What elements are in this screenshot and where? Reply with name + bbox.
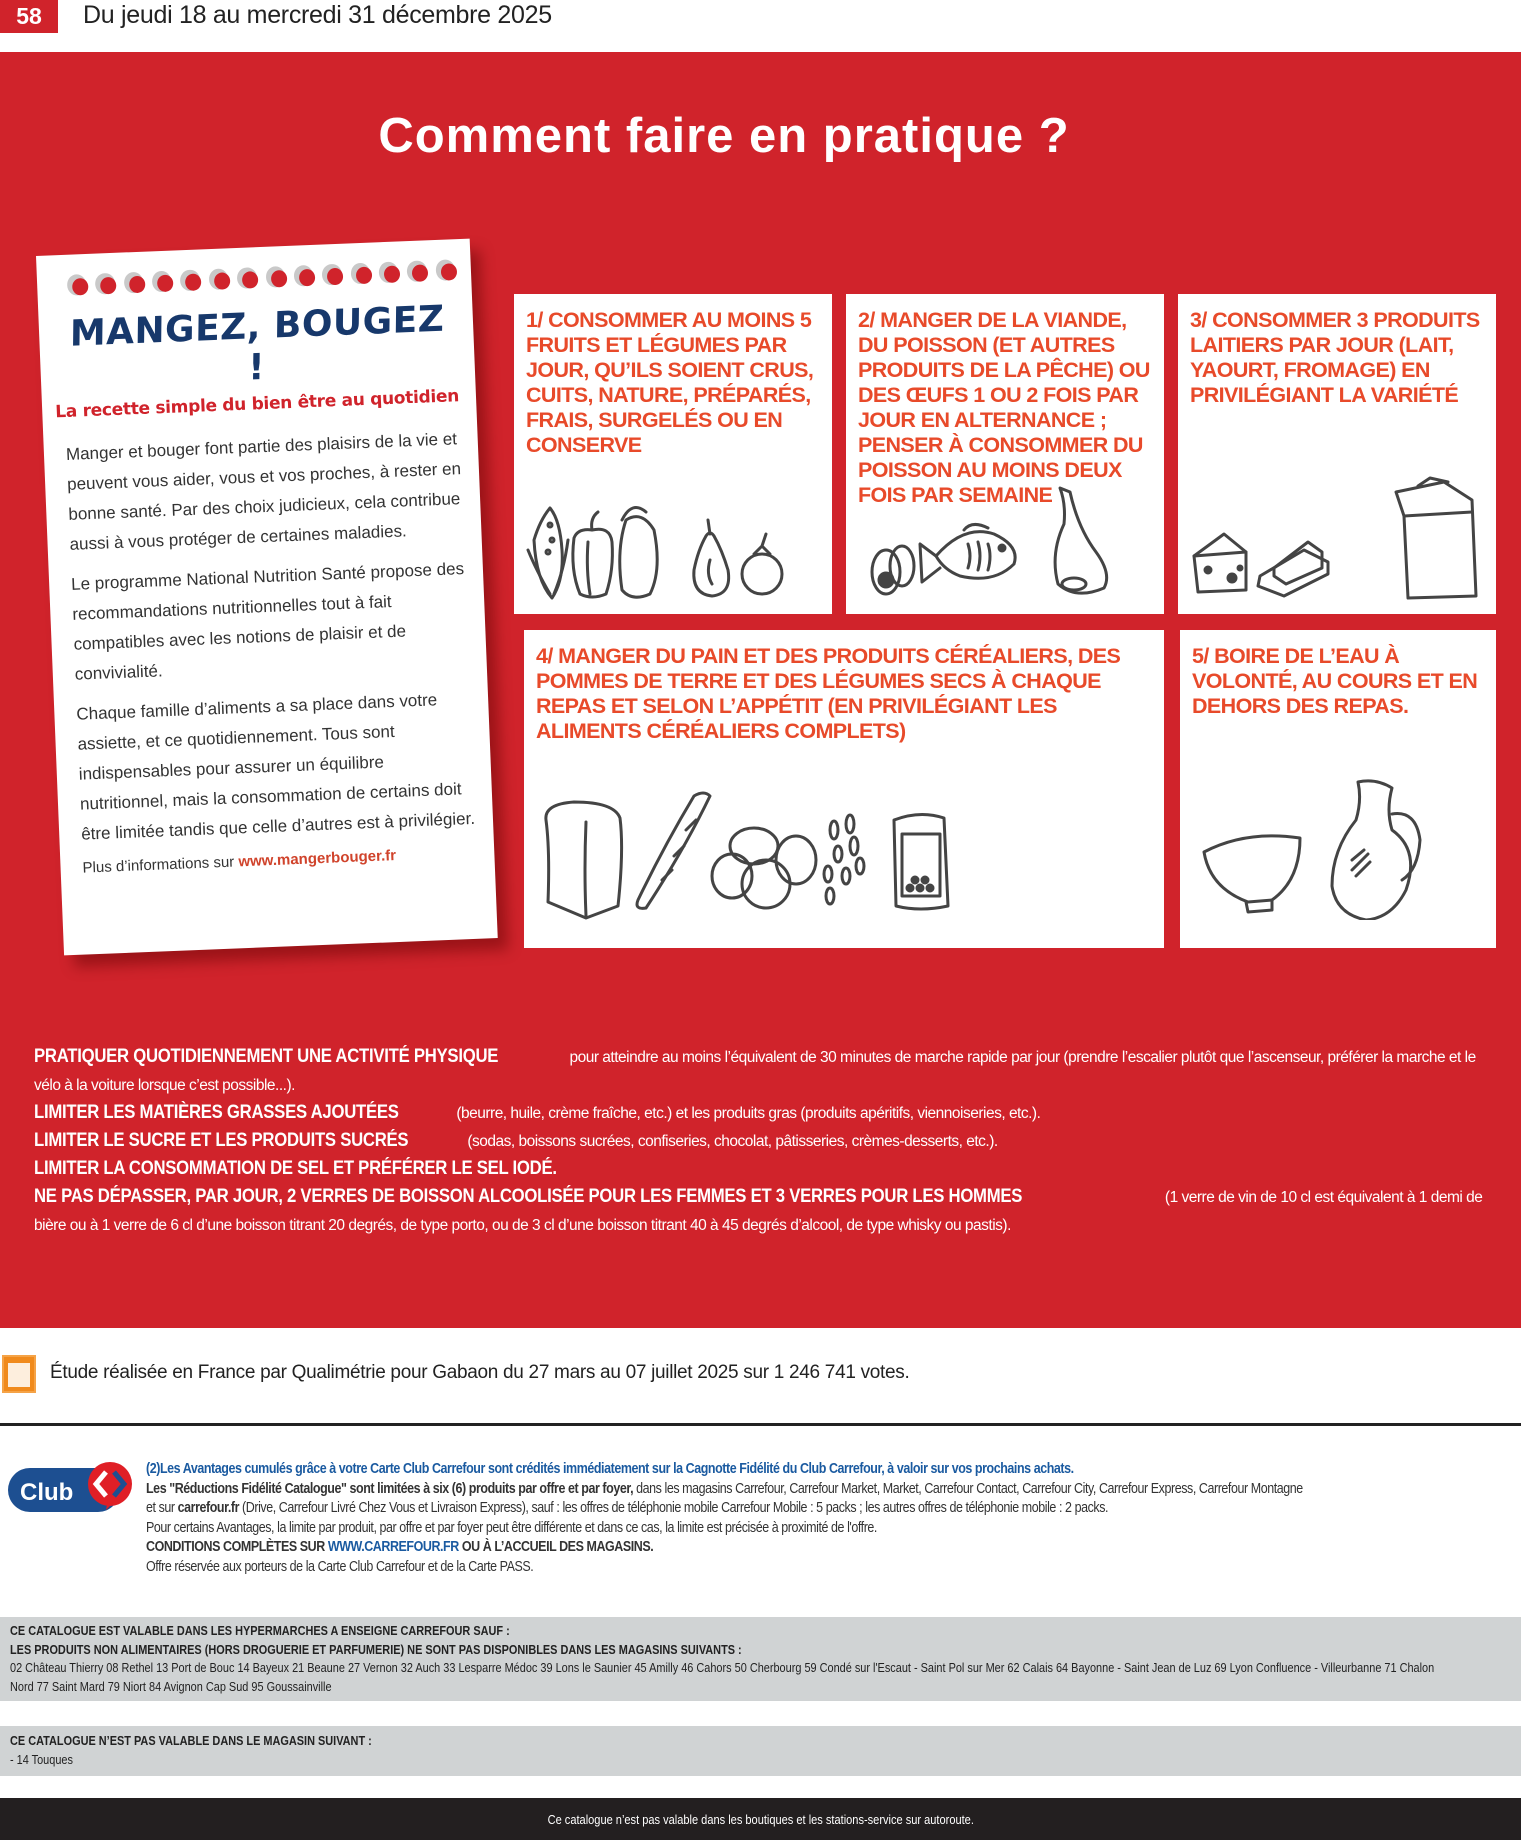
excluded-store: - 14 Touques xyxy=(10,1751,73,1767)
club-carrefour-logo xyxy=(6,1460,138,1516)
ring-icon xyxy=(265,266,285,288)
recommendation-title: LIMITER LE SUCRE ET LES PRODUITS SUCRÉS xyxy=(34,1130,409,1151)
tip-text: 5/ BOIRE DE L’EAU À VOLONTÉ, AU COURS ET EN DEHORS DES REPAS. xyxy=(1192,644,1478,718)
club-line: CONDITIONS COMPLÈTES SUR WWW.CARREFOUR.FR OU À L’ACCUEIL DES MAGASINS. xyxy=(146,1539,654,1555)
ring-icon xyxy=(67,274,87,296)
fruits-vegetables-illustration xyxy=(522,490,826,602)
excluded-store-box xyxy=(0,1726,1521,1776)
validity-heading: LES PRODUITS NON ALIMENTAIRES (HORS DROGUERIE ET PARFUMERIE) NE SONT PAS DISPONIBLES DANS LES MAGASINS SUIVANTS : xyxy=(10,1641,742,1657)
recommendation-title: LIMITER LES MATIÈRES GRASSES AJOUTÉES xyxy=(34,1102,399,1123)
tip-text: 2/ MANGER DE LA VIANDE, DU POISSON (ET AUTRES PRODUITS DE LA PÊCHE) OU DES ŒUFS 1 OU 2 FOIS PAR JOUR EN ALTERNANCE ; PENSER À CONSOMMER DU POISSON AU MOINS DEUX FOIS PAR SEMAINE xyxy=(858,308,1150,507)
page-number: 58 xyxy=(0,0,58,33)
ring-icon xyxy=(237,267,257,289)
club-line: Offre réservée aux porteurs de la Carte Club Carrefour et de la Carte PASS. xyxy=(146,1558,534,1575)
ring-icon xyxy=(378,261,398,283)
ring-icon xyxy=(407,260,427,282)
validity-heading: CE CATALOGUE EST VALABLE DANS LES HYPERMARCHES A ENSEIGNE CARREFOUR SAUF : xyxy=(10,1623,510,1638)
can-icon xyxy=(894,814,948,909)
club-line: et sur carrefour.fr (Drive, Carrefour Livré Chez Vous et Livraison Express), sauf : les offres de téléphonie mobile Carrefour Mobile : 5 packs ; les autres offres de téléphonie mobile : 2 packs. xyxy=(146,1500,1109,1516)
recommendation-title: PRATIQUER QUOTIDIENNEMENT UNE ACTIVITÉ PHYSIQUE xyxy=(34,1046,499,1067)
ring-icon xyxy=(350,263,370,285)
meat-fish-eggs-illustration xyxy=(864,484,1164,604)
footer-text: Ce catalogue n’est pas valable dans les boutiques et les stations-service sur autoroute. xyxy=(547,1811,974,1827)
milk-carton-icon xyxy=(1396,478,1476,598)
store-list: Nord 77 Saint Mard 79 Niort 84 Avignon Cap Sud 95 Goussainville xyxy=(10,1678,332,1694)
club-line: (2)Les Avantages cumulés grâce à votre Carte Club Carrefour sont crédités immédiatement sur la Cagnotte Fidélité du Club Carrefour, à valoir sur vos prochains achats. xyxy=(146,1461,1074,1477)
divider xyxy=(0,1423,1521,1426)
fish-icon xyxy=(920,524,1015,582)
carrefour-link[interactable]: carrefour.fr xyxy=(177,1500,240,1516)
study-badge-icon xyxy=(2,1355,36,1393)
note-body xyxy=(65,424,477,850)
bowl-icon xyxy=(1204,836,1300,912)
ring-icon xyxy=(152,271,172,293)
eggplant-icon xyxy=(620,508,657,598)
ring-icon xyxy=(180,269,200,291)
ring-icon xyxy=(322,264,342,286)
pear-icon xyxy=(694,520,729,596)
recommendation-title: NE PAS DÉPASSER, PAR JOUR, 2 VERRES DE BOISSON ALCOOLISÉE POUR LES FEMMES ET 3 VERRES POUR LES HOMMES xyxy=(34,1186,1023,1207)
ring-icon xyxy=(208,268,228,290)
recommendation-detail: (sodas, boissons sucrées, confiseries, chocolat, pâtisseries, crèmes-desserts, etc.). xyxy=(467,1133,998,1150)
recommendation-title: LIMITER LA CONSOMMATION DE SEL ET PRÉFÉRER LE SEL IODÉ. xyxy=(34,1158,557,1179)
note-paragraph: Le programme National Nutrition Santé propose des recommandations nutritionnelles tout à fait compatibles avec les notions de plaisir et de convivialité. xyxy=(70,559,465,684)
pepper-icon xyxy=(573,512,613,597)
carrefour-site-link[interactable]: WWW.CARREFOUR.FR xyxy=(327,1539,459,1555)
water-illustration xyxy=(1196,770,1486,920)
excluded-heading: CE CATALOGUE N’EST PAS VALABLE DANS LE MAGASIN SUIVANT : xyxy=(10,1733,372,1748)
mangerbouger-link[interactable]: www.mangerbouger.fr xyxy=(238,847,397,871)
recommendation-item xyxy=(34,1156,1494,1184)
tip-text: 4/ MANGER DU PAIN ET DES PRODUITS CÉRÉALIERS, DES POMMES DE TERRE ET DES LÉGUMES SECS À CHAQUE REPAS ET SELON L’APPÉTIT (EN PRIVILÉGIANT LES ALIMENTS CÉRÉALIERS COMPLETS) xyxy=(536,644,1121,743)
bread-cereals-illustration xyxy=(534,790,1154,920)
bread-loaf-icon xyxy=(546,802,622,918)
corn-icon xyxy=(528,508,568,598)
recommendation-item xyxy=(34,1100,1494,1128)
recommendation-detail: (1 verre de vin de 10 cl est équivalent à 1 demi de bière ou à 1 verre de 6 cl d’une boisson titrant 20 degrés, de type porto, ou de 3 cl d’une boisson titrant 40 à 45 degrés d’alcool, de type whisky ou pastis). xyxy=(34,1189,1483,1234)
tip-text: 1/ CONSOMMER AU MOINS 5 FRUITS ET LÉGUMES PAR JOUR, QU’ILS SOIENT CRUS, CUITS, NATURE, PRÉPARÉS, FRAIS, SURGELÉS OU EN CONSERVE xyxy=(526,308,814,457)
footer-bar xyxy=(0,1798,1521,1840)
jug-icon xyxy=(1332,781,1420,920)
more-info xyxy=(82,844,478,877)
store-list: 02 Château Thierry 08 Rethel 13 Port de Bouc 14 Bayeux 21 Beaune 27 Vernon 32 Auch 33 Lesparre Médoc 39 Lons le Saunier 45 Amilly 46 Cahors 50 Cherbourg 59 Condé sur l'Escaut - Saint Pol sur Mer 62 Calais 64 Bayonne - Saint Jean de Luz 69 Lyon Confluence - Villeurbanne 71 Chalon xyxy=(10,1660,1435,1675)
recommendation-item xyxy=(34,1044,1494,1100)
recommendation-item xyxy=(34,1128,1494,1156)
ring-icon xyxy=(435,259,455,281)
note-title: MANGEZ, BOUGEZ ! xyxy=(69,298,445,389)
ring-icon xyxy=(95,273,115,295)
beans-icon xyxy=(824,815,864,904)
main-title: Comment faire en pratique ? xyxy=(378,109,1070,163)
date-range: Du jeudi 18 au mercredi 31 décembre 2025 xyxy=(83,1,552,29)
butter-icon xyxy=(1258,542,1328,596)
egg-icon xyxy=(872,546,914,594)
recommendation-detail: pour atteindre au moins l’équivalent de 30 minutes de marche rapide par jour (prendre l’escalier plutôt que l’ascenseur, préférer la marche et le vélo à la voiture lorsque c’est possible...). xyxy=(34,1049,1476,1094)
note-paragraph: Chaque famille d’aliments a sa place dans votre assiette, et ce quotidiennement. Tous sont indispensables pour assurer un équilibre nutritionnel, mais la consommation de certains doit être limitée tandis que celle d’autres est à privilégier. xyxy=(76,690,476,844)
baguette-icon xyxy=(637,793,710,908)
dairy-illustration xyxy=(1186,472,1496,604)
note-card xyxy=(36,239,498,956)
ring-icon xyxy=(123,272,143,294)
note-subtitle: La recette simple du bien être au quotidien xyxy=(54,386,460,423)
tomato-icon xyxy=(742,534,782,594)
club-conditions xyxy=(146,1460,1521,1577)
ham-icon xyxy=(1055,488,1107,593)
validity-box xyxy=(0,1617,1521,1701)
club-line: Pour certains Avantages, la limite par produit, par offre et par foyer peut être différente et dans ce cas, la limite est précisée à proximité de l'offre. xyxy=(146,1519,877,1536)
svg-text:Club: Club xyxy=(20,1479,74,1506)
club-line: Les "Réductions Fidélité Catalogue" sont limitées à six (6) produits par offre et par foyer, dans les magasins Carrefour, Carrefour Market, Market, Carrefour Contact, Carrefour City, Carrefour Express, Carrefour Montagne xyxy=(146,1480,1303,1497)
spiral-rings xyxy=(67,259,456,296)
tip-text: 3/ CONSOMMER 3 PRODUITS LAITIERS PAR JOUR (LAIT, YAOURT, FROMAGE) EN PRIVILÉGIANT LA VARIÉTÉ xyxy=(1190,308,1480,407)
recommendations xyxy=(34,1044,1494,1240)
recommendation-detail: (beurre, huile, crème fraîche, etc.) et les produits gras (produits apéritifs, viennoiseries, etc.). xyxy=(456,1105,1041,1122)
study-text: Étude réalisée en France par Qualimétrie pour Gabaon du 27 mars au 07 juillet 2025 sur 1 246 741 votes. xyxy=(50,1362,910,1383)
cheese-icon xyxy=(1194,534,1246,592)
more-info-label: Plus d’informations sur xyxy=(82,853,239,877)
recommendation-item xyxy=(34,1184,1494,1240)
potatoes-icon xyxy=(712,828,816,908)
ring-icon xyxy=(293,265,313,287)
note-paragraph: Manger et bouger font partie des plaisirs de la vie et peuvent vous aider, vous et vos proches, à rester en bonne santé. Par des choix judicieux, cela contribue aussi à vous protéger de certaines maladies. xyxy=(65,429,462,554)
